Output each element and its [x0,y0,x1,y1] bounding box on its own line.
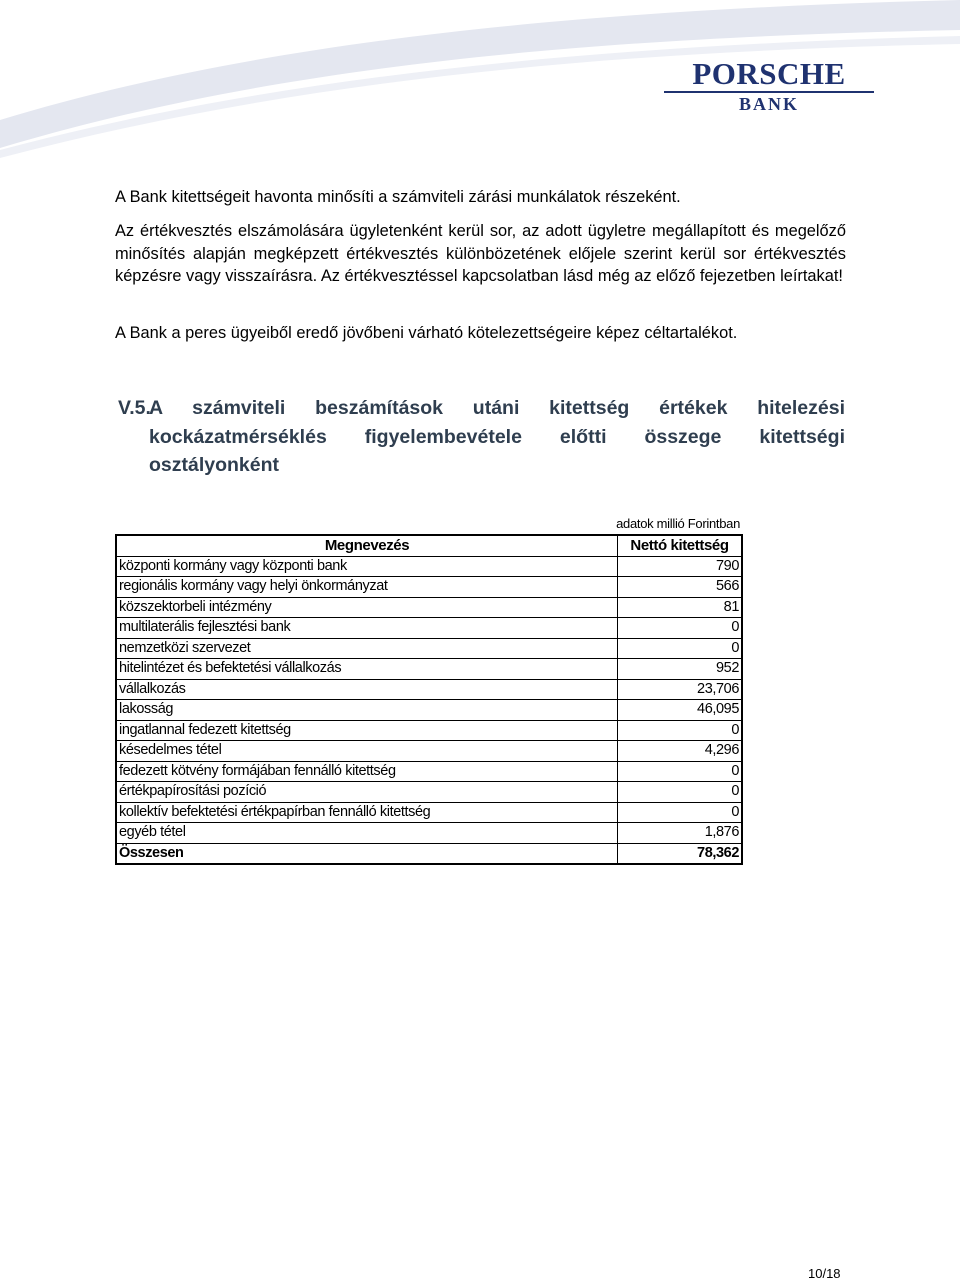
exposure-table [115,534,743,865]
unit-note: adatok millió Forintban [616,516,740,531]
table-row [116,556,742,577]
table-row [116,823,742,844]
row-value: 78,362 [618,843,743,864]
table-row [116,577,742,598]
row-name: fedezett kötvény formájában fennálló kitettség [116,761,618,782]
row-value: 952 [618,659,743,680]
column-header-name: Megnevezés [116,535,618,556]
row-name: lakosság [116,700,618,721]
section-title: A számviteli beszámítások utáni kitettség értékek hitelezési kockázatmérséklés figyelembevétele előtti összege kitettségi osztályonként [149,397,845,476]
row-name: egyéb tétel [116,823,618,844]
table-row [116,618,742,639]
porsche-bank-logo [664,58,874,113]
row-name: késedelmes tétel [116,741,618,762]
row-value: 0 [618,782,743,803]
row-value: 0 [618,618,743,639]
row-value: 46,095 [618,700,743,721]
row-value: 790 [618,556,743,577]
row-value: 23,706 [618,679,743,700]
row-value: 4,296 [618,741,743,762]
row-name: közszektorbeli intézmény [116,597,618,618]
row-name: nemzetközi szervezet [116,638,618,659]
page-number: 10/18 [808,1266,841,1281]
row-value: 0 [618,638,743,659]
logo-subtitle: BANK [738,94,799,114]
table-row [116,659,742,680]
row-name: értékpapírosítási pozíció [116,782,618,803]
table-row [116,761,742,782]
paragraph-provisions: A Bank a peres ügyeiből eredő jövőbeni várható kötelezettségeire képez céltartalékot. [115,324,738,342]
row-value: 0 [618,761,743,782]
row-name: vállalkozás [116,679,618,700]
table-row [116,720,742,741]
paragraph-rating: A Bank kitettségeit havonta minősíti a számviteli zárási munkálatok részeként. [115,188,681,206]
row-value: 0 [618,802,743,823]
row-value: 81 [618,597,743,618]
table-row [116,782,742,803]
table-row [116,741,742,762]
row-name: regionális kormány vagy helyi önkormányzat [116,577,618,598]
logo-rule [664,91,874,93]
table-row [116,700,742,721]
table-total-row [116,843,742,864]
row-value: 0 [618,720,743,741]
section-number: V.5. [118,397,151,419]
logo-wordmark: PORSCHE [692,56,846,91]
row-name: központi kormány vagy központi bank [116,556,618,577]
table-row [116,597,742,618]
row-name: Összesen [116,843,618,864]
row-value: 1,876 [618,823,743,844]
row-name: kollektív befektetési értékpapírban fennálló kitettség [116,802,618,823]
section-heading [118,394,845,480]
table-row [116,679,742,700]
table-row [116,638,742,659]
row-name: multilaterális fejlesztési bank [116,618,618,639]
paragraph-impairment: Az értékvesztés elszámolására ügyletenként kerül sor, az adott ügyletre megállapított és megelőző minősítés alapján megképzett értékvesztés különbözetének előjele szerint kerül sor értékvesztés képzésre vagy visszaírásra. Az értékvesztéssel kapcsolatban lásd még az előző fejezetben leírtakat! [115,222,846,286]
row-name: hitelintézet és befektetési vállalkozás [116,659,618,680]
table-row [116,802,742,823]
column-header-value: Nettó kitettség [618,535,743,556]
table-header-row [116,535,742,556]
row-name: ingatlannal fedezett kitettség [116,720,618,741]
row-value: 566 [618,577,743,598]
